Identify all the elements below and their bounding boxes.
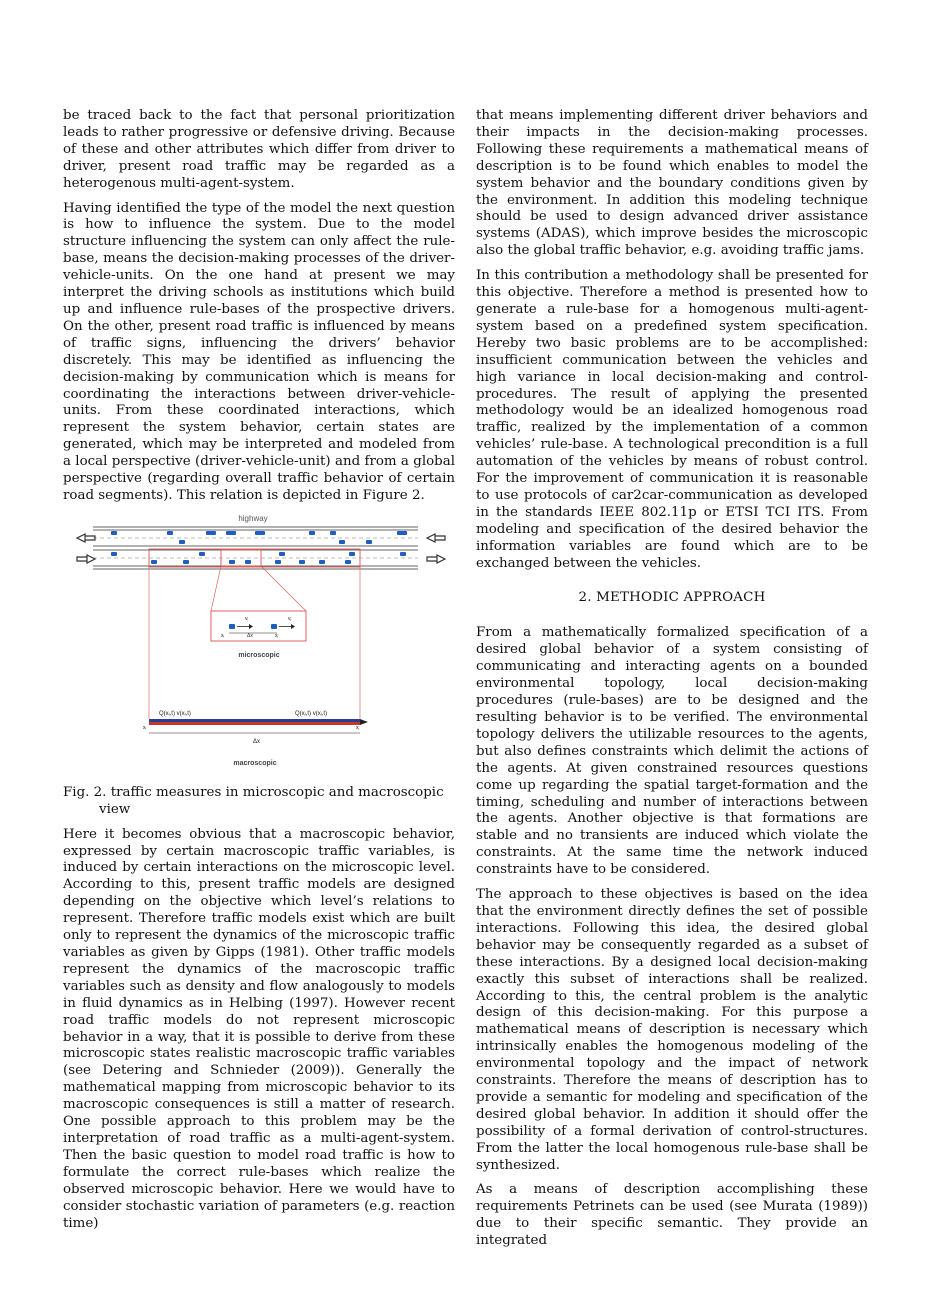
right-paragraph-2: In this contribution a methodology shall be presented for this objective. Therefore a method is presented how to generate a rule-base for a homogenous multi-agent-system based on a predefined system specification. Hereby two basic problems are to be accomplished: insufficient communication between the vehicles and high variance in local decision-making and control-procedures. The result of applying the presented methodology would be an idealized homogenous road traffic, realized by the implementation of a common vehicles’ rule-base. A technological precondition is a full automation of the vehicles by means of robust control. For the improvement of communication it is reasonable to use protocols of car2car-communication as developed in the standards IEEE 802.11p or ETSI TCI ITS. From modeling and specification of the desired behavior the information variables are found which are to be exchanged between the vehicles. xyxy=(476,268,868,571)
car-icon xyxy=(400,552,406,556)
macro-delta-label: Δx xyxy=(253,738,261,745)
macro-bar-blue xyxy=(149,719,360,722)
left-paragraph-3: Here it becomes obvious that a macroscopic behavior, expressed by certain macroscopic traffic variables, is induced by certain interactions on the microscopic level. According to this, present traffic models are designed depending on the objective which level’s relations to represent. Therefore traffic models exist which are built only to represent the dynamics of the microscopic traffic variables as given by Gipps (1981). Other traffic models represent the dynamics of the macroscopic traffic variables such as density and flow analogously to models in fluid dynamics as in Helbing (1997). However recent road traffic models do not represent microscopic behavior in a way, that it is possible to derive from these microscopic states realistic macroscopic traffic variables (see Detering and Schnieder (2009)). Generally the mathematical mapping from microscopic behavior to its macroscopic consequences is still a matter of research. One possible approach to this problem may be the interpretation of road traffic as a multi-agent-system. Then the basic question to model road traffic is how to formulate the correct rule-bases which realize the observed microscopic behavior. Here we would have to consider stochastic variation of parameters (e.g. reaction time) xyxy=(63,826,455,1231)
q-left-label: Q(xᵢ,t) v(xᵢ,t) xyxy=(159,710,191,717)
right-paragraph-1: that means implementing different driver behaviors and their impacts in the decision-making processes. Following these requirements a mathematical means of description is to be found which enables to model the system behavior and the boundary conditions given by the environment. In addition this modeling technique should be used to design advanced driver assistance systems (ADAS), which improve besides the microscopic also the global traffic behavior, e.g. avoiding traffic jams. xyxy=(476,108,868,259)
macro-x-j-label: xⱼ xyxy=(356,724,360,731)
macro-detail xyxy=(143,711,368,745)
right-arrow-icon-bottom xyxy=(77,555,95,563)
car-icon xyxy=(167,531,173,535)
right-paragraph-3: From a mathematically formalized specification of a desired global behavior of a system consisting of communicating and interacting agents on a bounded environmental topology, local decision-making procedures (rule-bases) are to be designed and the resulting behavior is to be verified. The environmental topology delivers the utilizable resources to the agents, but also defines constraints which delimit the actions of the agents. At given constrained resources questions come up regarding the spatial target-formation and the timing, scheduling and number of interactions between the agents. Another objective is that formations are stable and no transients are induced which violate the constraints. At the same time the network induced constraints have to be considered. xyxy=(476,625,868,878)
car-icon xyxy=(349,552,355,556)
car-icon xyxy=(206,531,216,535)
car-icon xyxy=(111,531,117,535)
micro-connector-right xyxy=(261,566,306,611)
micro-delta-label: Δx xyxy=(247,632,253,639)
car-icon xyxy=(330,531,336,535)
car-icon xyxy=(397,531,407,535)
upper-cars xyxy=(111,531,407,544)
car-icon xyxy=(275,560,281,564)
car-icon xyxy=(299,560,305,564)
car-icon xyxy=(111,552,117,556)
arrow-right-icon xyxy=(360,719,368,725)
car-icon xyxy=(309,531,315,535)
car-icon xyxy=(226,531,236,535)
macro-x-i-label: xᵢ xyxy=(143,724,147,731)
micro-x-i-label: xᵢ xyxy=(221,632,225,639)
traffic-figure xyxy=(63,513,455,775)
right-paragraph-5: As a means of description accomplishing these requirements Petrinets can be used (see Murata (1989)) due to their specific semantic. They provide an integrated xyxy=(476,1182,868,1249)
car-icon xyxy=(366,540,372,544)
micro-v-i-label: vᵢ xyxy=(245,615,249,622)
car-icon xyxy=(179,540,185,544)
q-right-label: Q(xⱼ,t) v(xⱼ,t) xyxy=(295,710,328,717)
left-paragraph-1: be traced back to the fact that personal prioritization leads to rather progressive or defensive driving. Because of these and other attributes which differ from driver to driver, present road traffic may be regarded as a heterogenous multi-agent-system. xyxy=(63,108,455,191)
left-arrow-icon-top-right xyxy=(427,534,445,542)
micro-connector-left xyxy=(211,566,221,611)
car-icon xyxy=(255,531,265,535)
macro-bar-red xyxy=(149,722,360,725)
car-icon xyxy=(279,552,285,556)
left-paragraph-2: Having identified the type of the model the next question is how to influence the system. Due to the model structure influencing the system can only affect the rule-base, means the decision-making processes of the driver-vehicle-units. On the one hand at present we may interpret the driving schools as institutions which build up and influence rule-bases of the prospective drivers. On the other, present road traffic is influenced by means of traffic signs, influencing the drivers’ behavior discretely. This may be identified as influencing the decision-making by communication which is means for coordinating the interactions between driver-vehicle-units. From these coordinated interactions, which represent the system behavior, certain states are generated, which may be interpreted and modeled from a local perspective (driver-vehicle-unit) and from a global perspective (regarding overall traffic behavior of certain road segments). This relation is depicted in Figure 2. xyxy=(63,200,455,503)
macroscopic-label: macroscopic xyxy=(233,759,277,767)
car-icon xyxy=(339,540,345,544)
right-column xyxy=(476,108,868,1258)
caption-continuation: view xyxy=(99,801,131,817)
car-icon xyxy=(271,624,277,629)
micro-v-j-label: vⱼ xyxy=(288,615,292,622)
car-icon xyxy=(319,560,325,564)
right-arrow-icon-bottom-right xyxy=(427,555,445,563)
micro-detail xyxy=(221,616,295,639)
left-column xyxy=(63,108,455,1240)
right-paragraph-4: The approach to these objectives is based on the idea that the environment directly defines the set of possible interactions. Following this idea, the desired global behavior may be consequently regarded as a subset of these interactions. By a designed local decision-making exactly this subset of interactions shall be realized. According to this, the central problem is the analytic design of this decision-making. For this purpose a mathematical means of description is necessary which intrinsically enables the homogenous modeling of the environmental topology and the impact of network constraints. Therefore the means of description has to provide a semantic for modeling and specification of the desired global behavior. In addition it should offer the possibility of a formal derivation of control-structures. From the latter the local homogenous rule-base shall be synthesized. xyxy=(476,887,868,1173)
car-icon xyxy=(183,560,189,564)
left-arrow-icon-top xyxy=(77,534,95,542)
car-icon xyxy=(229,624,235,629)
car-icon xyxy=(245,560,251,564)
section-heading: 2. METHODIC APPROACH xyxy=(578,590,766,606)
figure-2 xyxy=(63,513,455,775)
car-icon xyxy=(151,560,157,564)
micro-x-j-label: xⱼ xyxy=(275,632,279,639)
car-icon xyxy=(199,552,205,556)
caption-label: Fig. 2. xyxy=(63,784,107,800)
microscopic-label: microscopic xyxy=(238,651,280,659)
car-icon xyxy=(345,560,351,564)
caption-text: traffic measures in microscopic and macroscopic xyxy=(110,784,444,800)
figure-caption xyxy=(63,785,455,819)
highway-label: highway xyxy=(238,513,268,523)
car-icon xyxy=(229,560,235,564)
